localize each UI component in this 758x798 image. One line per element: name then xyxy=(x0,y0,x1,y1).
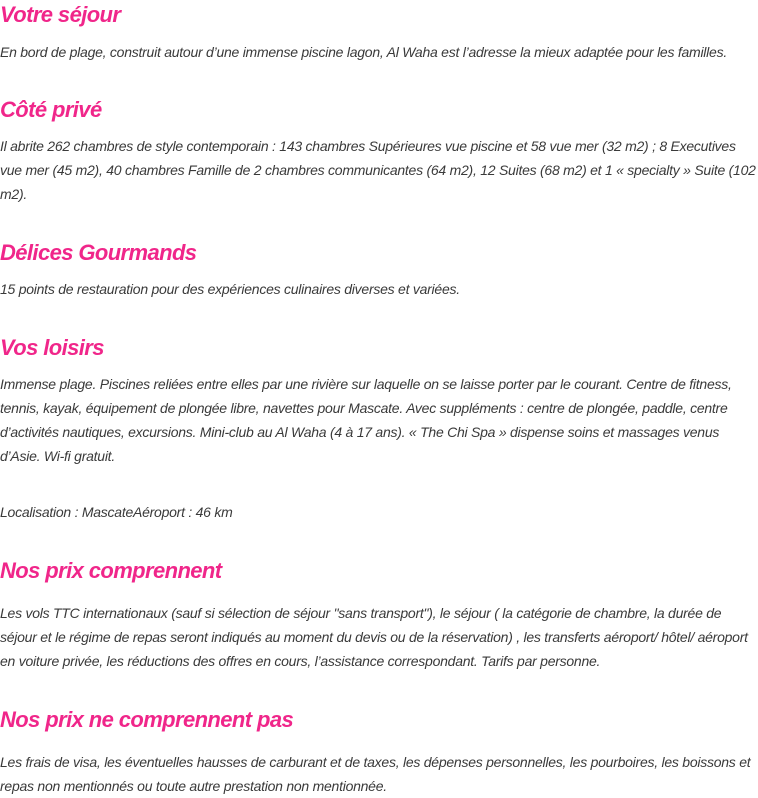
section-title-votre-sejour: Votre séjour xyxy=(0,2,121,27)
section-text-votre-sejour: En bord de plage, construit autour d’une immense piscine lagon, Al Waha est l’adresse la mieux adaptée pour les familles. xyxy=(0,44,727,60)
section-title-nos-prix-ne-comprennent-pas: Nos prix ne comprennent pas xyxy=(0,707,294,732)
section-text-delices-gourmands: 15 points de restauration pour des expériences culinaires diverses et variées. xyxy=(0,281,460,297)
section-title-nos-prix-comprennent: Nos prix comprennent xyxy=(0,558,222,583)
section-text-nos-prix-ne-comprennent-pas: Les frais de visa, les éventuelles hausses de carburant et de taxes, les dépenses personnelles, les pourboires, les boissons et repas non mentionnés ou toute autre prestation non mentionnée. xyxy=(0,754,751,794)
section-title-vos-loisirs: Vos loisirs xyxy=(0,335,104,360)
localisation-text: Localisation : MascateAéroport : 46 km xyxy=(0,504,233,520)
section-title-delices-gourmands: Délices Gourmands xyxy=(0,240,197,265)
section-text-nos-prix-comprennent: Les vols TTC internationaux (sauf si sélection de séjour "sans transport"), le séjour ( la catégorie de chambre, la durée de séjour et le régime de repas seront indiqués au moment du devis ou de la réservation) , les transferts aéroport/ hôtel/ aéroport en voiture privée, les réductions des offres en cours, l’assistance correspondant. Tarifs par personne. xyxy=(0,605,748,669)
section-title-cote-prive: Côté privé xyxy=(0,97,102,122)
section-text-cote-prive: Il abrite 262 chambres de style contemporain : 143 chambres Supérieures vue piscine et 58 vue mer (32 m2) ; 8 Executives vue mer (45 m2), 40 chambres Famille de 2 chambres communicantes (64 m2), 12 Suites (68 m2) et 1 « specialty » Suite (102 m2). xyxy=(0,138,756,202)
section-text-vos-loisirs: Immense plage. Piscines reliées entre elles par une rivière sur laquelle on se laisse porter par le courant. Centre de fitness, tennis, kayak, équipement de plongée libre, navettes pour Mascate. Avec suppléments : centre de plongée, paddle, centre d’activités nautiques, excursions. Mini-club au Al Waha (4 à 17 ans). « The Chi Spa » dispense soins et massages venus d’Asie. Wi-fi gratuit. xyxy=(0,376,732,464)
